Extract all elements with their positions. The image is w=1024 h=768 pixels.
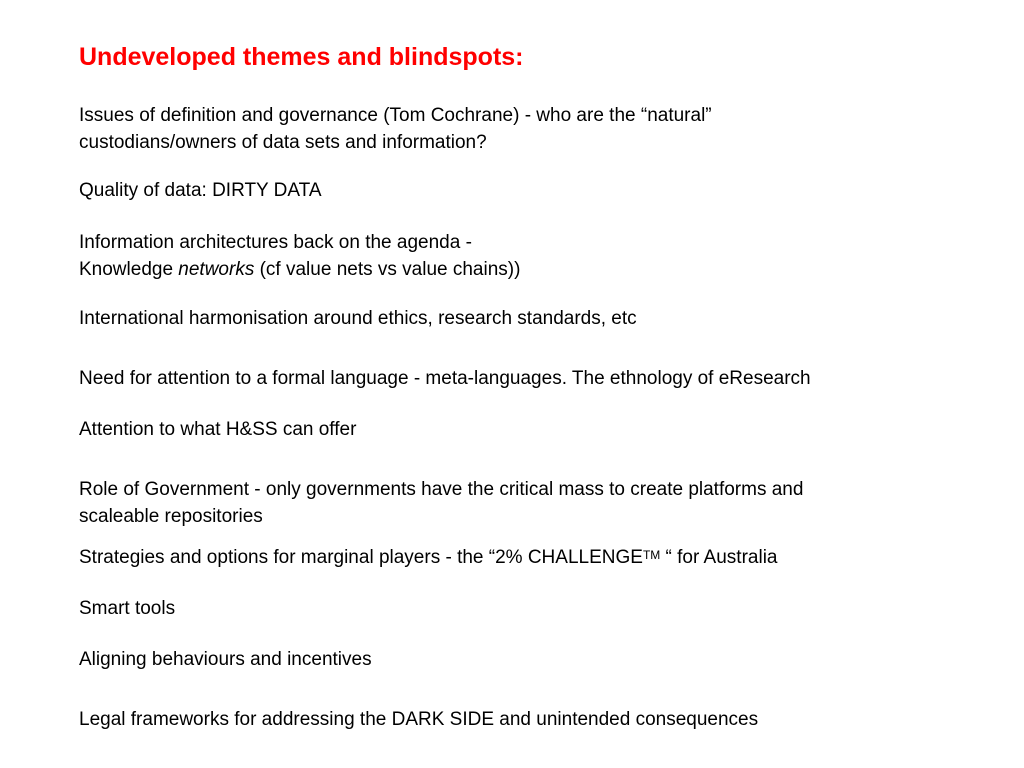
- item-aligning-behaviours: Aligning behaviours and incentives: [79, 649, 372, 670]
- item-legal-frameworks: Legal frameworks for addressing the DARK SIDE and unintended consequences: [79, 709, 759, 730]
- item-information-architectures: [79, 229, 520, 283]
- item-hss-offer: Attention to what H&SS can offer: [79, 419, 357, 440]
- item-line: Issues of definition and governance (Tom Cochrane) - who are the “natural”: [79, 105, 712, 126]
- item-line: scaleable repositories: [79, 506, 263, 527]
- item-international-harmonisation: International harmonisation around ethics, research standards, etc: [79, 308, 637, 329]
- item-formal-language: Need for attention to a formal language - meta-languages. The ethnology of eResearch: [79, 368, 811, 389]
- item-smart-tools: Smart tools: [79, 598, 176, 619]
- item-line: [79, 256, 520, 283]
- item-line: Information architectures back on the agenda -: [79, 232, 472, 253]
- item-text: (cf value nets vs value chains)): [254, 259, 521, 280]
- item-text: “ for Australia: [660, 547, 778, 568]
- item-line: Role of Government - only governments have the critical mass to create platforms and: [79, 479, 804, 500]
- trademark-superscript: TM: [642, 548, 661, 562]
- item-quality-of-data: Quality of data: DIRTY DATA: [79, 180, 322, 201]
- item-line: custodians/owners of data sets and information?: [79, 132, 487, 153]
- slide-title: Undeveloped themes and blindspots:: [79, 43, 524, 71]
- item-emphasis: networks: [178, 259, 255, 280]
- item-marginal-players: [79, 544, 777, 571]
- item-definition-governance: [79, 102, 712, 156]
- item-text: Knowledge: [79, 259, 179, 280]
- item-text: Strategies and options for marginal players - the “2% CHALLENGE: [79, 547, 643, 568]
- item-role-of-government: [79, 476, 803, 530]
